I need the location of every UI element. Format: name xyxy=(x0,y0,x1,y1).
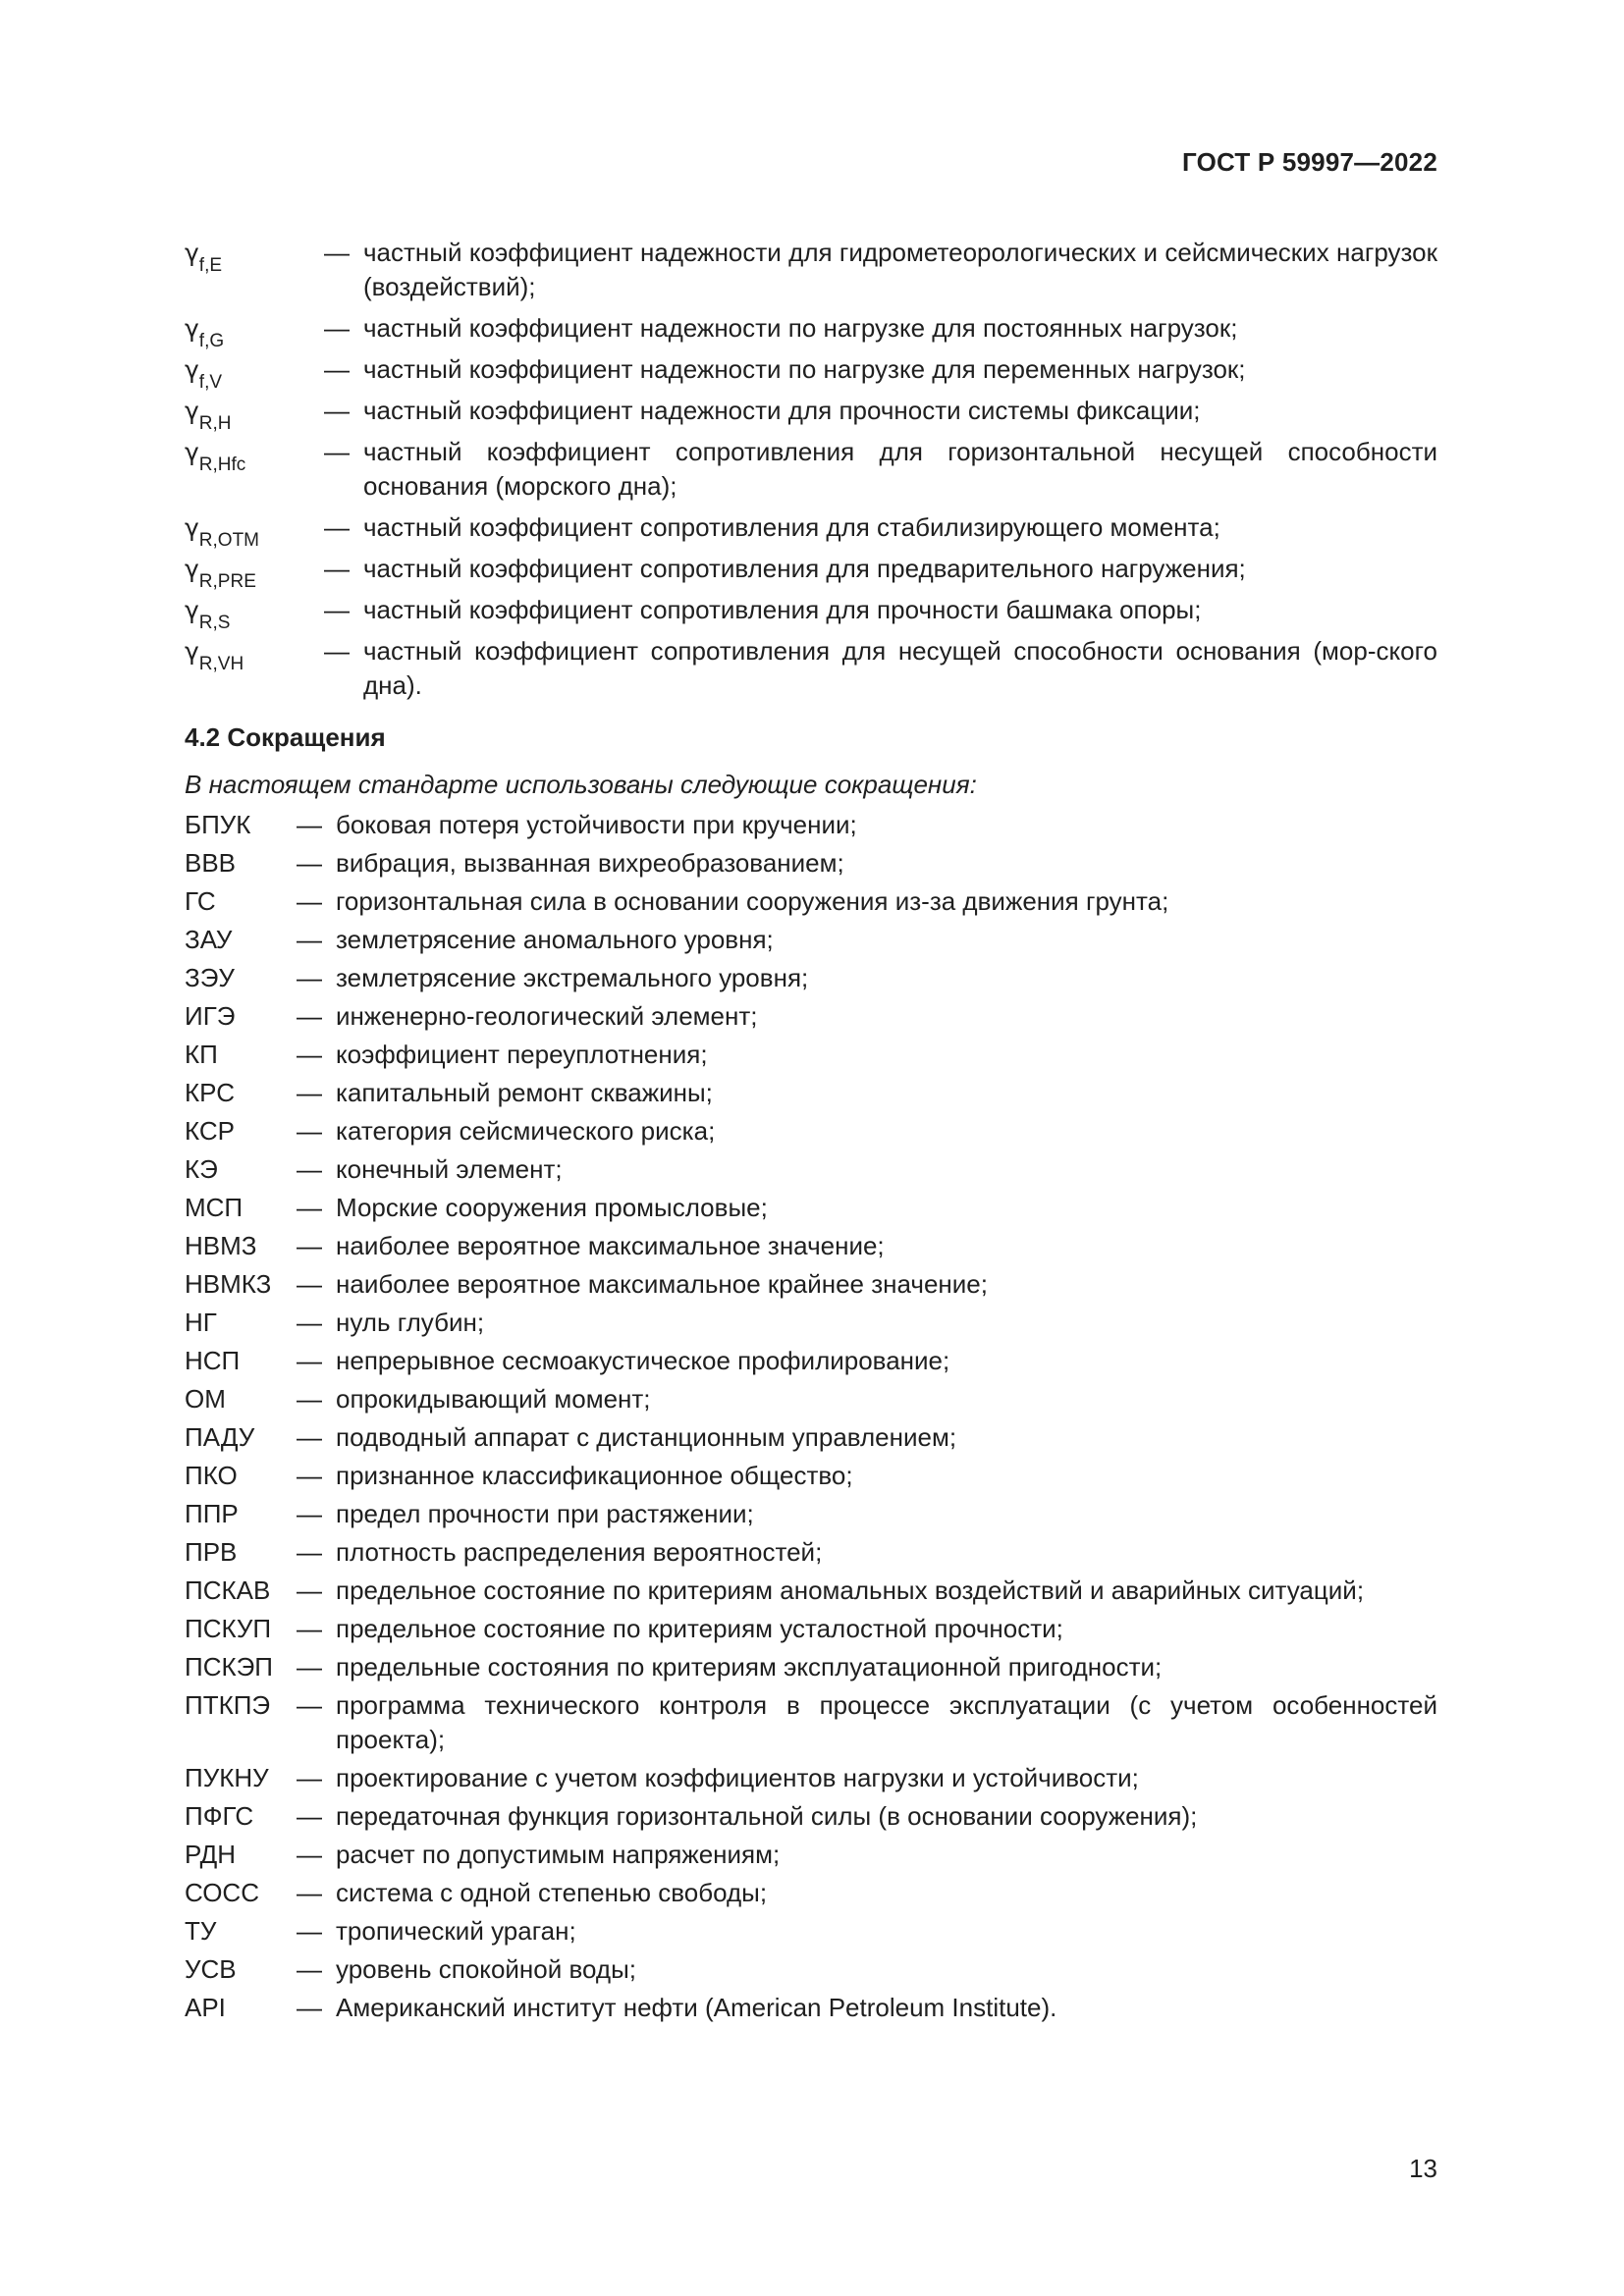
symbol-notation xyxy=(185,435,324,475)
abbreviation-code: НВМЗ xyxy=(185,1231,257,1260)
abbreviation-code: ПСКАВ xyxy=(185,1575,271,1605)
dash-separator: — xyxy=(297,1422,322,1452)
dash-separator: — xyxy=(324,396,350,425)
abbreviation-row xyxy=(185,1344,1437,1378)
dash-separator: — xyxy=(297,1575,322,1605)
symbol-greek-letter: γ xyxy=(185,355,199,384)
abbreviation-description: проектирование с учетом коэффициентов нагрузки и устойчивости; xyxy=(336,1763,1139,1792)
abbreviation-description: Морские сооружения промысловые; xyxy=(336,1193,768,1222)
symbol-description: частный коэффициент надежности по нагрузке для переменных нагрузок; xyxy=(363,354,1246,384)
abbreviation-row xyxy=(185,1688,1437,1757)
abbreviation-code: НГ xyxy=(185,1308,217,1337)
dash-separator: — xyxy=(297,1537,322,1567)
abbreviation-row xyxy=(185,961,1437,995)
abbreviation-description: подводный аппарат с дистанционным управлением; xyxy=(336,1422,957,1452)
symbol-greek-letter: γ xyxy=(185,239,199,267)
dash-separator: — xyxy=(297,1346,322,1375)
symbol-notation xyxy=(185,236,324,276)
symbol-description: частный коэффициент надежности по нагрузке для постоянных нагрузок; xyxy=(363,313,1238,343)
abbreviation-code: РДН xyxy=(185,1840,236,1869)
symbol-description: частный коэффициент сопротивления для предварительного нагружения; xyxy=(363,554,1246,583)
dash-separator: — xyxy=(297,1690,322,1720)
abbreviation-description: капитальный ремонт скважины; xyxy=(336,1078,713,1107)
dash-separator: — xyxy=(297,1993,322,2022)
abbreviations-list xyxy=(185,808,1437,2029)
abbreviation-code: ПУКНУ xyxy=(185,1763,269,1792)
dash-separator: — xyxy=(297,1499,322,1528)
symbol-row xyxy=(185,435,1437,504)
symbols-list xyxy=(185,236,1437,710)
abbreviation-row xyxy=(185,1382,1437,1416)
abbreviation-description: расчет по допустимым напряжениям; xyxy=(336,1840,781,1869)
symbol-row xyxy=(185,236,1437,304)
abbreviation-row xyxy=(185,1876,1437,1910)
abbreviation-row xyxy=(185,1952,1437,1987)
abbreviation-description: система с одной степенью свободы; xyxy=(336,1878,768,1907)
symbol-greek-letter: γ xyxy=(185,555,199,583)
symbol-row xyxy=(185,352,1437,393)
abbreviation-code: ЗЭУ xyxy=(185,963,235,992)
dash-separator: — xyxy=(297,1001,322,1031)
abbreviation-code: БПУК xyxy=(185,810,251,839)
abbreviation-description: программа технического контроля в процессе эксплуатации (с учетом особенностей проекта); xyxy=(336,1690,1437,1754)
symbol-notation xyxy=(185,552,324,592)
symbol-description: частный коэффициент сопротивления для горизонтальной несущей способности основания (морского дна); xyxy=(363,437,1437,501)
dash-separator: — xyxy=(297,1116,322,1146)
abbreviation-row xyxy=(185,1306,1437,1340)
abbreviation-code: ОМ xyxy=(185,1384,226,1414)
abbreviation-description: наиболее вероятное максимальное крайнее значение; xyxy=(336,1269,988,1299)
abbreviation-row xyxy=(185,1574,1437,1608)
abbreviation-description: предел прочности при растяжении; xyxy=(336,1499,754,1528)
symbol-row xyxy=(185,510,1437,551)
abbreviation-description: инженерно-геологический элемент; xyxy=(336,1001,758,1031)
dash-separator: — xyxy=(297,1461,322,1490)
abbreviation-row xyxy=(185,808,1437,842)
abbreviation-row xyxy=(185,1535,1437,1570)
dash-separator: — xyxy=(324,313,350,343)
abbreviation-description: опрокидывающий момент; xyxy=(336,1384,651,1414)
abbreviation-description: передаточная функция горизонтальной силы (в основании сооружения); xyxy=(336,1801,1198,1831)
abbreviation-code: ПСКЭП xyxy=(185,1652,273,1682)
abbreviation-description: категория сейсмического риска; xyxy=(336,1116,716,1146)
symbol-subscript: R,OTM xyxy=(198,530,260,551)
abbreviation-code: КРС xyxy=(185,1078,235,1107)
abbreviation-code: НВМКЗ xyxy=(185,1269,272,1299)
symbol-notation xyxy=(185,311,324,351)
symbol-description: частный коэффициент надежности для гидрометеорологических и сейсмических нагрузок (воздействий); xyxy=(363,238,1437,301)
dash-separator: — xyxy=(297,1384,322,1414)
symbol-notation xyxy=(185,510,324,551)
symbol-subscript: R,VH xyxy=(198,654,244,674)
abbreviation-description: Американский институт нефти (American Petroleum Institute). xyxy=(336,1993,1057,2022)
abbreviation-row xyxy=(185,1497,1437,1531)
symbol-description: частный коэффициент сопротивления для стабилизирующего момента; xyxy=(363,512,1220,542)
abbreviation-description: предельное состояние по критериям усталостной прочности; xyxy=(336,1614,1063,1643)
symbol-greek-letter: γ xyxy=(185,314,199,343)
abbreviation-row xyxy=(185,1038,1437,1072)
section-title: 4.2 Сокращения xyxy=(185,722,386,752)
dash-separator: — xyxy=(324,636,350,666)
dash-separator: — xyxy=(297,886,322,916)
dash-separator: — xyxy=(324,554,350,583)
abbreviation-description: нуль глубин; xyxy=(336,1308,485,1337)
abbreviation-code: ПФГС xyxy=(185,1801,254,1831)
abbreviation-description: уровень спокойной воды; xyxy=(336,1954,636,1984)
abbreviation-code: ПСКУП xyxy=(185,1614,272,1643)
abbreviation-description: вибрация, вызванная вихреобразованием; xyxy=(336,848,844,878)
abbreviation-description: коэффициент переуплотнения; xyxy=(336,1040,708,1069)
abbreviation-code: ПРВ xyxy=(185,1537,238,1567)
abbreviation-code: КП xyxy=(185,1040,218,1069)
abbreviation-row xyxy=(185,923,1437,957)
symbol-row xyxy=(185,311,1437,351)
dash-separator: — xyxy=(297,810,322,839)
abbreviation-description: землетрясение аномального уровня; xyxy=(336,925,774,954)
dash-separator: — xyxy=(297,1231,322,1260)
abbreviation-row xyxy=(185,1191,1437,1225)
abbreviation-code: ПАДУ xyxy=(185,1422,255,1452)
symbol-greek-letter: γ xyxy=(185,513,199,542)
dash-separator: — xyxy=(297,963,322,992)
abbreviation-row xyxy=(185,1761,1437,1795)
abbreviation-code: СОСС xyxy=(185,1878,259,1907)
symbol-subscript: f,G xyxy=(198,331,225,351)
symbol-greek-letter: γ xyxy=(185,397,199,425)
symbol-row xyxy=(185,394,1437,434)
abbreviation-row xyxy=(185,884,1437,919)
abbreviation-code: ИГЭ xyxy=(185,1001,236,1031)
document-id-header: ГОСТ Р 59997—2022 xyxy=(1182,147,1437,177)
symbol-row xyxy=(185,634,1437,703)
abbreviation-code: ВВВ xyxy=(185,848,237,878)
section-intro: В настоящем стандарте использованы следующие сокращения: xyxy=(185,770,977,799)
dash-separator: — xyxy=(297,1308,322,1337)
dash-separator: — xyxy=(324,354,350,384)
abbreviation-row xyxy=(185,1267,1437,1302)
abbreviation-code: API xyxy=(185,1993,226,2022)
dash-separator: — xyxy=(297,1040,322,1069)
symbol-subscript: R,Hfc xyxy=(198,454,246,475)
dash-separator: — xyxy=(324,512,350,542)
abbreviation-description: наиболее вероятное максимальное значение; xyxy=(336,1231,885,1260)
abbreviation-row xyxy=(185,1459,1437,1493)
symbol-subscript: R,PRE xyxy=(198,571,256,592)
symbol-subscript: R,H xyxy=(198,413,232,434)
abbreviation-code: НСП xyxy=(185,1346,241,1375)
abbreviation-code: КСР xyxy=(185,1116,235,1146)
symbol-notation xyxy=(185,352,324,393)
symbol-subscript: f,E xyxy=(198,255,223,276)
symbol-greek-letter: γ xyxy=(185,596,199,624)
abbreviation-description: землетрясение экстремального уровня; xyxy=(336,963,809,992)
abbreviation-row xyxy=(185,1650,1437,1684)
abbreviation-description: тропический ураган; xyxy=(336,1916,576,1946)
symbol-row xyxy=(185,593,1437,633)
abbreviation-description: плотность распределения вероятностей; xyxy=(336,1537,823,1567)
abbreviation-row xyxy=(185,999,1437,1034)
abbreviation-row xyxy=(185,1914,1437,1949)
abbreviation-row xyxy=(185,1114,1437,1148)
abbreviation-description: горизонтальная сила в основании сооружения из-за движения грунта; xyxy=(336,886,1169,916)
abbreviation-code: КЭ xyxy=(185,1154,218,1184)
dash-separator: — xyxy=(297,1269,322,1299)
dash-separator: — xyxy=(324,595,350,624)
abbreviation-description: непрерывное сесмоакустическое профилирование; xyxy=(336,1346,950,1375)
abbreviation-row xyxy=(185,1229,1437,1263)
symbol-notation xyxy=(185,634,324,674)
dash-separator: — xyxy=(297,1878,322,1907)
abbreviation-code: ТУ xyxy=(185,1916,217,1946)
abbreviation-description: боковая потеря устойчивости при кручении; xyxy=(336,810,857,839)
abbreviation-code: ЗАУ xyxy=(185,925,233,954)
abbreviation-row xyxy=(185,1420,1437,1455)
abbreviation-description: предельные состояния по критериям эксплуатационной пригодности; xyxy=(336,1652,1163,1682)
symbol-description: частный коэффициент сопротивления для прочности башмака опоры; xyxy=(363,595,1202,624)
symbol-notation xyxy=(185,394,324,434)
dash-separator: — xyxy=(297,1763,322,1792)
dash-separator: — xyxy=(297,925,322,954)
abbreviation-code: УСВ xyxy=(185,1954,237,1984)
dash-separator: — xyxy=(297,1801,322,1831)
abbreviation-row xyxy=(185,1612,1437,1646)
abbreviation-code: ГС xyxy=(185,886,216,916)
abbreviation-code: ПТКПЭ xyxy=(185,1690,271,1720)
dash-separator: — xyxy=(297,1193,322,1222)
symbol-subscript: f,V xyxy=(198,372,223,393)
dash-separator: — xyxy=(297,1954,322,1984)
abbreviation-description: предельное состояние по критериям аномальных воздействий и аварийных ситуаций; xyxy=(336,1575,1365,1605)
abbreviation-description: конечный элемент; xyxy=(336,1154,563,1184)
dash-separator: — xyxy=(297,1840,322,1869)
abbreviation-row xyxy=(185,1152,1437,1187)
abbreviation-code: МСП xyxy=(185,1193,244,1222)
dash-separator: — xyxy=(297,1078,322,1107)
abbreviation-description: признанное классификационное общество; xyxy=(336,1461,853,1490)
page-number: 13 xyxy=(1409,2154,1437,2183)
symbol-notation xyxy=(185,593,324,633)
symbol-greek-letter: γ xyxy=(185,637,199,666)
dash-separator: — xyxy=(324,437,350,466)
dash-separator: — xyxy=(297,848,322,878)
symbol-description: частный коэффициент сопротивления для несущей способности основания (мор-ского дна). xyxy=(363,636,1437,700)
abbreviation-row xyxy=(185,1076,1437,1110)
abbreviation-row xyxy=(185,1799,1437,1834)
dash-separator: — xyxy=(297,1652,322,1682)
symbol-subscript: R,S xyxy=(198,613,231,633)
abbreviation-row xyxy=(185,846,1437,881)
dash-separator: — xyxy=(297,1154,322,1184)
dash-separator: — xyxy=(324,238,350,267)
abbreviation-row xyxy=(185,1991,1437,2025)
symbol-greek-letter: γ xyxy=(185,438,199,466)
abbreviation-code: ППР xyxy=(185,1499,239,1528)
symbol-row xyxy=(185,552,1437,592)
dash-separator: — xyxy=(297,1916,322,1946)
symbol-description: частный коэффициент надежности для прочности системы фиксации; xyxy=(363,396,1201,425)
abbreviation-code: ПКО xyxy=(185,1461,238,1490)
abbreviation-row xyxy=(185,1838,1437,1872)
dash-separator: — xyxy=(297,1614,322,1643)
